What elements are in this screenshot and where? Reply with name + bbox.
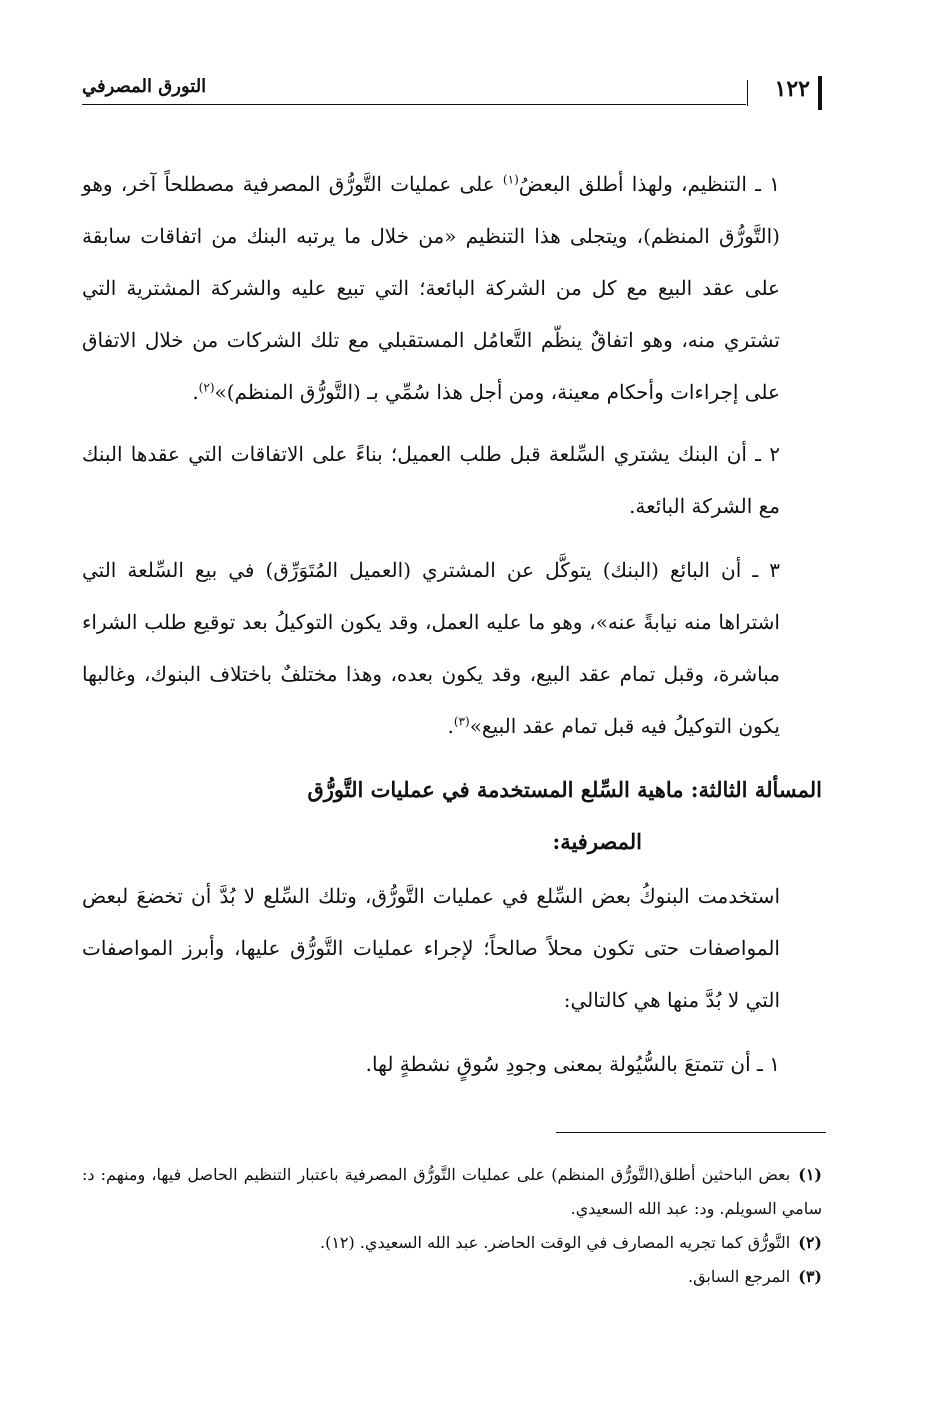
paragraph-3-end: . <box>447 714 454 738</box>
paragraph-1-start: ١ ـ التنظيم، ولهذا أطلق البعضُ <box>518 172 780 196</box>
header-tick <box>747 80 748 106</box>
paragraph-4: استخدمت البنوكُ بعض السِّلع في عمليات التَّورُّق، وتلك السِّلع لا بُدَّ أن تخضعَ لبعض المواصفات حتى تكون محلاً صالحاً؛ لإجراء عمليات التَّورُّق عليها، وأبرز المواصفات التي لا بُدَّ منها هي كالتالي: <box>82 884 780 1012</box>
main-body <box>82 158 822 1102</box>
footnote-number: (١) <box>798 1165 822 1184</box>
paragraph-5: ١ ـ أن تتمتعَ بالسُّيُولة بمعنى وجودِ سُوقٍ نشطةٍ لها. <box>365 1052 780 1076</box>
footnote-3 <box>82 1260 822 1294</box>
footnote-2 <box>82 1226 822 1260</box>
footnote-separator <box>556 1132 826 1133</box>
paragraph-2: ٢ ـ أن البنك يشتري السِّلعة قبل طلب العميل؛ بناءً على الاتفاقات التي عقدها البنك مع الشركة البائعة. <box>82 442 780 518</box>
footnote-ref-2[interactable]: (٢) <box>198 380 215 395</box>
footnote-text: التَّورُّق كما تجريه المصارف في الوقت الحاضر. عبد الله السعيدي. (١٢). <box>319 1233 791 1252</box>
header-title: التورق المصرفي <box>82 76 207 97</box>
footnote-ref-1[interactable]: (١) <box>502 172 519 187</box>
footnote-text: بعض الباحثين أطلق(التَّورُّق المنظم) على عمليات التَّورُّق المصرفية باعتبار التنظيم الحاصل فيها، ومنهم: د: سامي السويلم. ود: عبد الله السعيدي. <box>82 1165 822 1218</box>
header-bar <box>818 76 822 110</box>
footnote-text: المرجع السابق. <box>688 1267 791 1286</box>
section-heading-continued: المصرفية: <box>552 829 642 854</box>
section-heading: المسألة الثالثة: ماهية السِّلع المستخدمة في عمليات التَّورُّق <box>307 777 822 802</box>
header-rule <box>82 104 746 105</box>
paragraph-3-body: ٣ ـ أن البائع (البنك) يتوكَّل عن المشتري (العميل المُتَوَرِّق) في بيع السِّلعة التي اشتراها منه نيابةً عنه»، وهو ما عليه العمل، وقد يكون التوكيلُ بعد توقيع طلب الشراء مباشرة، وقبل تمام عقد البيع، وقد يكون بعده، وهذا مختلفٌ باختلاف البنوك، وغالبها يكون التوكيلُ فيه قبل تمام عقد البيع» <box>82 558 780 738</box>
footnote-1 <box>82 1158 822 1226</box>
footnote-number: (٣) <box>798 1267 822 1286</box>
paragraph-1 <box>82 158 822 418</box>
paragraph-3 <box>82 544 822 752</box>
footnote-number: (٢) <box>798 1233 822 1252</box>
footnote-ref-3[interactable]: (٣) <box>453 714 470 729</box>
page-number: ١٢٢ <box>774 76 810 102</box>
paragraph-1-body: على عمليات التَّورُّق المصرفية مصطلحاً آخر، وهو (التَّورُّق المنظم)، ويتجلى هذا التنظيم «من خلال ما يرتبه البنك من اتفاقات سابقة على عقد البيع مع كل من الشركة البائعة؛ التي تبيع عليه والشركة المشترية التي تشتري منه، وهو اتفاقٌ ينظّم التَّعامُل المستقبلي مع تلك الشركات من خلال الاتفاق على إجراءات وأحكام معينة، ومن أجل هذا سُمِّي بـ (التَّورُّق المنظم)» <box>82 172 780 404</box>
footnotes <box>82 1158 822 1294</box>
running-header <box>82 66 822 112</box>
paragraph-1-end: . <box>192 380 199 404</box>
